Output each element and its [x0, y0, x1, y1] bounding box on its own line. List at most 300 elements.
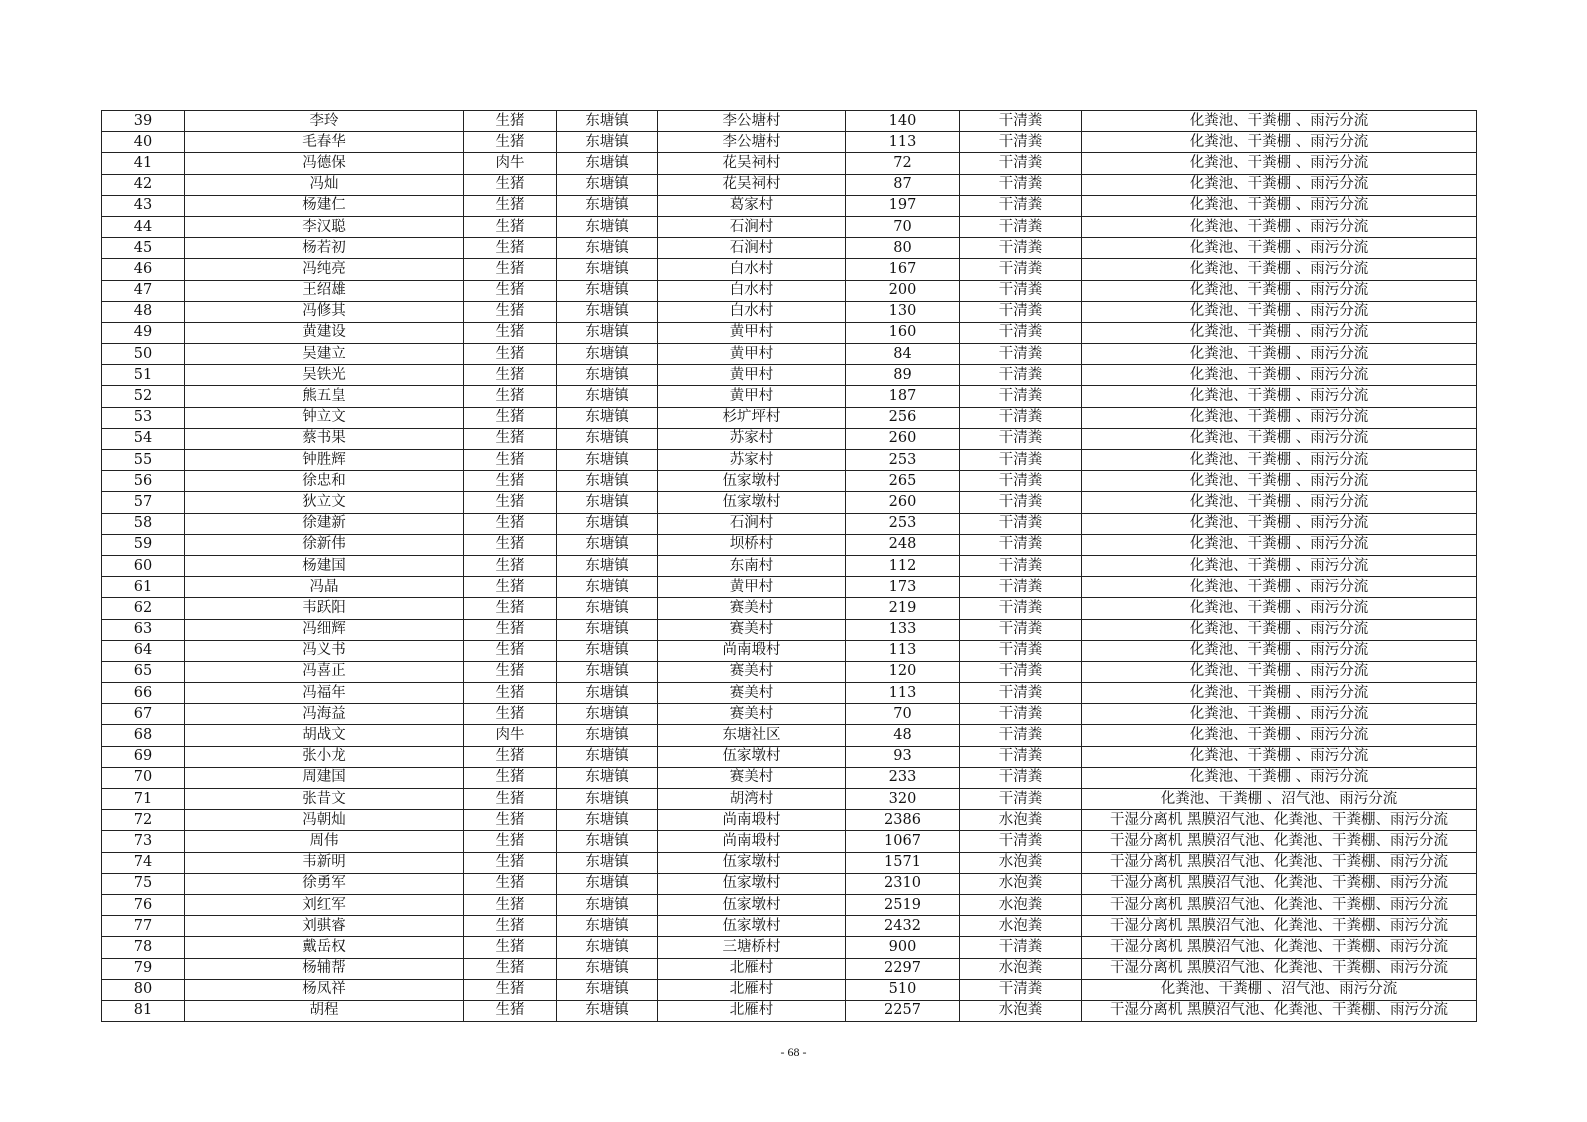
cell-owner-name: 徐忠和	[185, 471, 464, 492]
cell-treatment-facilities: 干湿分离机 黑膜沼气池、化粪池、干粪棚、雨污分流	[1082, 1000, 1477, 1021]
cell-index: 39	[102, 111, 185, 132]
cell-manure-method: 水泡粪	[960, 873, 1082, 894]
cell-livestock-type: 生猪	[464, 513, 557, 534]
cell-index: 72	[102, 810, 185, 831]
cell-index: 41	[102, 153, 185, 174]
cell-index: 79	[102, 958, 185, 979]
cell-index: 60	[102, 555, 185, 576]
cell-index: 53	[102, 407, 185, 428]
cell-owner-name: 杨建国	[185, 555, 464, 576]
table-body	[102, 111, 1477, 1022]
cell-village: 北雁村	[658, 979, 846, 1000]
table-row	[102, 598, 1477, 619]
cell-headcount: 233	[846, 767, 960, 788]
cell-owner-name: 周建国	[185, 767, 464, 788]
table-row	[102, 534, 1477, 555]
cell-livestock-type: 生猪	[464, 322, 557, 343]
cell-headcount: 219	[846, 598, 960, 619]
table-row	[102, 322, 1477, 343]
cell-town: 东塘镇	[557, 492, 658, 513]
cell-treatment-facilities: 化粪池、干粪棚 、雨污分流	[1082, 195, 1477, 216]
cell-town: 东塘镇	[557, 471, 658, 492]
cell-manure-method: 水泡粪	[960, 958, 1082, 979]
cell-village: 苏家村	[658, 450, 846, 471]
cell-index: 49	[102, 322, 185, 343]
cell-livestock-type: 生猪	[464, 958, 557, 979]
cell-manure-method: 干清粪	[960, 195, 1082, 216]
cell-headcount: 113	[846, 132, 960, 153]
cell-treatment-facilities: 化粪池、干粪棚 、雨污分流	[1082, 428, 1477, 449]
table-row	[102, 280, 1477, 301]
table-row	[102, 174, 1477, 195]
cell-manure-method: 干清粪	[960, 280, 1082, 301]
cell-index: 75	[102, 873, 185, 894]
cell-livestock-type: 生猪	[464, 238, 557, 259]
cell-treatment-facilities: 化粪池、干粪棚 、沼气池、雨污分流	[1082, 789, 1477, 810]
cell-treatment-facilities: 化粪池、干粪棚 、雨污分流	[1082, 365, 1477, 386]
table-row	[102, 513, 1477, 534]
cell-owner-name: 钟胜辉	[185, 450, 464, 471]
cell-manure-method: 干清粪	[960, 216, 1082, 237]
cell-owner-name: 熊五皇	[185, 386, 464, 407]
cell-manure-method: 干清粪	[960, 640, 1082, 661]
cell-headcount: 1571	[846, 852, 960, 873]
cell-headcount: 2432	[846, 916, 960, 937]
cell-headcount: 173	[846, 577, 960, 598]
cell-treatment-facilities: 化粪池、干粪棚 、雨污分流	[1082, 407, 1477, 428]
table-row	[102, 492, 1477, 513]
table-row	[102, 132, 1477, 153]
cell-owner-name: 冯德保	[185, 153, 464, 174]
cell-manure-method: 干清粪	[960, 365, 1082, 386]
cell-town: 东塘镇	[557, 216, 658, 237]
cell-manure-method: 干清粪	[960, 661, 1082, 682]
cell-village: 白水村	[658, 259, 846, 280]
cell-owner-name: 冯细辉	[185, 619, 464, 640]
cell-town: 东塘镇	[557, 386, 658, 407]
cell-index: 80	[102, 979, 185, 1000]
cell-treatment-facilities: 化粪池、干粪棚 、雨污分流	[1082, 577, 1477, 598]
cell-treatment-facilities: 化粪池、干粪棚 、雨污分流	[1082, 598, 1477, 619]
cell-index: 63	[102, 619, 185, 640]
cell-owner-name: 冯喜正	[185, 661, 464, 682]
cell-livestock-type: 生猪	[464, 937, 557, 958]
cell-headcount: 72	[846, 153, 960, 174]
cell-manure-method: 干清粪	[960, 153, 1082, 174]
cell-village: 三塘桥村	[658, 937, 846, 958]
cell-livestock-type: 生猪	[464, 577, 557, 598]
cell-livestock-type: 生猪	[464, 916, 557, 937]
cell-livestock-type: 生猪	[464, 831, 557, 852]
cell-treatment-facilities: 化粪池、干粪棚 、雨污分流	[1082, 746, 1477, 767]
cell-index: 43	[102, 195, 185, 216]
cell-manure-method: 干清粪	[960, 301, 1082, 322]
cell-manure-method: 水泡粪	[960, 916, 1082, 937]
cell-headcount: 93	[846, 746, 960, 767]
cell-owner-name: 冯晶	[185, 577, 464, 598]
cell-headcount: 133	[846, 619, 960, 640]
cell-treatment-facilities: 化粪池、干粪棚 、雨污分流	[1082, 344, 1477, 365]
cell-town: 东塘镇	[557, 577, 658, 598]
cell-town: 东塘镇	[557, 513, 658, 534]
cell-manure-method: 干清粪	[960, 789, 1082, 810]
cell-treatment-facilities: 干湿分离机 黑膜沼气池、化粪池、干粪棚、雨污分流	[1082, 831, 1477, 852]
cell-village: 黄甲村	[658, 386, 846, 407]
table-row	[102, 894, 1477, 915]
cell-town: 东塘镇	[557, 534, 658, 555]
cell-owner-name: 刘红军	[185, 894, 464, 915]
cell-index: 70	[102, 767, 185, 788]
table-row	[102, 831, 1477, 852]
cell-treatment-facilities: 化粪池、干粪棚 、雨污分流	[1082, 534, 1477, 555]
cell-village: 伍家墩村	[658, 894, 846, 915]
cell-town: 东塘镇	[557, 979, 658, 1000]
cell-manure-method: 干清粪	[960, 492, 1082, 513]
table-row	[102, 1000, 1477, 1021]
cell-village: 葛家村	[658, 195, 846, 216]
cell-treatment-facilities: 化粪池、干粪棚 、雨污分流	[1082, 555, 1477, 576]
cell-index: 52	[102, 386, 185, 407]
cell-index: 59	[102, 534, 185, 555]
cell-livestock-type: 生猪	[464, 1000, 557, 1021]
cell-livestock-type: 生猪	[464, 195, 557, 216]
cell-manure-method: 干清粪	[960, 132, 1082, 153]
table-row	[102, 450, 1477, 471]
cell-manure-method: 干清粪	[960, 513, 1082, 534]
cell-village: 东塘社区	[658, 725, 846, 746]
cell-manure-method: 干清粪	[960, 450, 1082, 471]
cell-manure-method: 干清粪	[960, 767, 1082, 788]
cell-village: 赛美村	[658, 767, 846, 788]
cell-town: 东塘镇	[557, 450, 658, 471]
cell-owner-name: 冯纯亮	[185, 259, 464, 280]
cell-owner-name: 胡战文	[185, 725, 464, 746]
cell-headcount: 140	[846, 111, 960, 132]
cell-livestock-type: 生猪	[464, 216, 557, 237]
cell-owner-name: 胡程	[185, 1000, 464, 1021]
cell-owner-name: 蔡书果	[185, 428, 464, 449]
cell-headcount: 200	[846, 280, 960, 301]
cell-treatment-facilities: 化粪池、干粪棚 、雨污分流	[1082, 492, 1477, 513]
cell-village: 赛美村	[658, 661, 846, 682]
cell-index: 51	[102, 365, 185, 386]
table-row	[102, 428, 1477, 449]
cell-headcount: 260	[846, 428, 960, 449]
table-row	[102, 767, 1477, 788]
cell-owner-name: 张小龙	[185, 746, 464, 767]
cell-treatment-facilities: 化粪池、干粪棚 、雨污分流	[1082, 386, 1477, 407]
cell-index: 76	[102, 894, 185, 915]
cell-village: 白水村	[658, 280, 846, 301]
cell-manure-method: 干清粪	[960, 555, 1082, 576]
cell-manure-method: 干清粪	[960, 174, 1082, 195]
cell-treatment-facilities: 干湿分离机 黑膜沼气池、化粪池、干粪棚、雨污分流	[1082, 852, 1477, 873]
cell-manure-method: 干清粪	[960, 238, 1082, 259]
cell-village: 李公塘村	[658, 132, 846, 153]
cell-owner-name: 徐新伟	[185, 534, 464, 555]
cell-treatment-facilities: 化粪池、干粪棚 、雨污分流	[1082, 471, 1477, 492]
cell-index: 67	[102, 704, 185, 725]
cell-treatment-facilities: 化粪池、干粪棚 、雨污分流	[1082, 301, 1477, 322]
cell-owner-name: 徐建新	[185, 513, 464, 534]
cell-headcount: 80	[846, 238, 960, 259]
cell-treatment-facilities: 化粪池、干粪棚 、雨污分流	[1082, 280, 1477, 301]
page-number: - 68 -	[780, 1045, 807, 1059]
cell-village: 黄甲村	[658, 365, 846, 386]
cell-headcount: 2297	[846, 958, 960, 979]
cell-village: 赛美村	[658, 704, 846, 725]
cell-manure-method: 干清粪	[960, 344, 1082, 365]
cell-town: 东塘镇	[557, 873, 658, 894]
cell-livestock-type: 生猪	[464, 132, 557, 153]
cell-owner-name: 周伟	[185, 831, 464, 852]
cell-headcount: 167	[846, 259, 960, 280]
cell-treatment-facilities: 化粪池、干粪棚 、雨污分流	[1082, 704, 1477, 725]
table-row	[102, 111, 1477, 132]
cell-manure-method: 干清粪	[960, 598, 1082, 619]
cell-headcount: 900	[846, 937, 960, 958]
cell-village: 黄甲村	[658, 344, 846, 365]
cell-town: 东塘镇	[557, 661, 658, 682]
cell-index: 81	[102, 1000, 185, 1021]
cell-index: 46	[102, 259, 185, 280]
cell-index: 40	[102, 132, 185, 153]
cell-treatment-facilities: 化粪池、干粪棚 、雨污分流	[1082, 259, 1477, 280]
cell-owner-name: 杨若初	[185, 238, 464, 259]
cell-livestock-type: 生猪	[464, 555, 557, 576]
table-row	[102, 683, 1477, 704]
cell-village: 北雁村	[658, 1000, 846, 1021]
table-row	[102, 238, 1477, 259]
cell-treatment-facilities: 化粪池、干粪棚 、雨污分流	[1082, 216, 1477, 237]
cell-village: 赛美村	[658, 683, 846, 704]
cell-manure-method: 干清粪	[960, 577, 1082, 598]
cell-treatment-facilities: 干湿分离机 黑膜沼气池、化粪池、干粪棚、雨污分流	[1082, 916, 1477, 937]
cell-headcount: 248	[846, 534, 960, 555]
cell-livestock-type: 生猪	[464, 534, 557, 555]
cell-headcount: 2257	[846, 1000, 960, 1021]
cell-owner-name: 杨建仁	[185, 195, 464, 216]
cell-index: 65	[102, 661, 185, 682]
cell-town: 东塘镇	[557, 1000, 658, 1021]
cell-index: 78	[102, 937, 185, 958]
cell-owner-name: 刘骐睿	[185, 916, 464, 937]
livestock-farm-table	[101, 110, 1477, 1022]
cell-treatment-facilities: 干湿分离机 黑膜沼气池、化粪池、干粪棚、雨污分流	[1082, 894, 1477, 915]
cell-owner-name: 吴铁光	[185, 365, 464, 386]
cell-village: 坝桥村	[658, 534, 846, 555]
cell-village: 石涧村	[658, 238, 846, 259]
cell-livestock-type: 生猪	[464, 789, 557, 810]
cell-town: 东塘镇	[557, 407, 658, 428]
cell-village: 石涧村	[658, 216, 846, 237]
cell-headcount: 256	[846, 407, 960, 428]
cell-town: 东塘镇	[557, 958, 658, 979]
cell-village: 苏家村	[658, 428, 846, 449]
cell-treatment-facilities: 化粪池、干粪棚 、雨污分流	[1082, 683, 1477, 704]
table-row	[102, 873, 1477, 894]
cell-headcount: 253	[846, 450, 960, 471]
cell-index: 56	[102, 471, 185, 492]
cell-town: 东塘镇	[557, 598, 658, 619]
cell-index: 62	[102, 598, 185, 619]
table-row	[102, 577, 1477, 598]
cell-town: 东塘镇	[557, 916, 658, 937]
cell-livestock-type: 生猪	[464, 683, 557, 704]
cell-owner-name: 黄建设	[185, 322, 464, 343]
cell-village: 石涧村	[658, 513, 846, 534]
cell-treatment-facilities: 化粪池、干粪棚 、雨污分流	[1082, 153, 1477, 174]
cell-treatment-facilities: 化粪池、干粪棚 、雨污分流	[1082, 238, 1477, 259]
cell-headcount: 187	[846, 386, 960, 407]
cell-treatment-facilities: 干湿分离机 黑膜沼气池、化粪池、干粪棚、雨污分流	[1082, 937, 1477, 958]
cell-headcount: 160	[846, 322, 960, 343]
cell-manure-method: 干清粪	[960, 111, 1082, 132]
cell-headcount: 197	[846, 195, 960, 216]
cell-village: 伍家墩村	[658, 852, 846, 873]
cell-manure-method: 干清粪	[960, 831, 1082, 852]
cell-treatment-facilities: 化粪池、干粪棚 、雨污分流	[1082, 513, 1477, 534]
cell-owner-name: 徐勇军	[185, 873, 464, 894]
cell-village: 尚南塅村	[658, 640, 846, 661]
cell-livestock-type: 生猪	[464, 704, 557, 725]
cell-treatment-facilities: 化粪池、干粪棚 、雨污分流	[1082, 661, 1477, 682]
cell-headcount: 113	[846, 640, 960, 661]
cell-livestock-type: 生猪	[464, 407, 557, 428]
cell-index: 42	[102, 174, 185, 195]
cell-index: 68	[102, 725, 185, 746]
table-row	[102, 195, 1477, 216]
cell-livestock-type: 生猪	[464, 280, 557, 301]
cell-livestock-type: 生猪	[464, 365, 557, 386]
cell-manure-method: 干清粪	[960, 619, 1082, 640]
cell-livestock-type: 生猪	[464, 767, 557, 788]
cell-village: 白水村	[658, 301, 846, 322]
cell-manure-method: 干清粪	[960, 704, 1082, 725]
cell-owner-name: 冯海益	[185, 704, 464, 725]
cell-village: 胡湾村	[658, 789, 846, 810]
cell-index: 55	[102, 450, 185, 471]
cell-manure-method: 水泡粪	[960, 894, 1082, 915]
cell-index: 71	[102, 789, 185, 810]
cell-headcount: 253	[846, 513, 960, 534]
cell-owner-name: 张昔文	[185, 789, 464, 810]
table-row	[102, 661, 1477, 682]
table-row	[102, 979, 1477, 1000]
cell-manure-method: 水泡粪	[960, 852, 1082, 873]
cell-treatment-facilities: 化粪池、干粪棚 、雨污分流	[1082, 640, 1477, 661]
cell-headcount: 2386	[846, 810, 960, 831]
cell-livestock-type: 生猪	[464, 810, 557, 831]
cell-town: 东塘镇	[557, 132, 658, 153]
cell-headcount: 2310	[846, 873, 960, 894]
cell-town: 东塘镇	[557, 704, 658, 725]
cell-town: 东塘镇	[557, 831, 658, 852]
table-row	[102, 916, 1477, 937]
cell-livestock-type: 生猪	[464, 492, 557, 513]
cell-headcount: 1067	[846, 831, 960, 852]
cell-manure-method: 水泡粪	[960, 1000, 1082, 1021]
cell-index: 64	[102, 640, 185, 661]
cell-manure-method: 干清粪	[960, 534, 1082, 555]
cell-treatment-facilities: 干湿分离机 黑膜沼气池、化粪池、干粪棚、雨污分流	[1082, 873, 1477, 894]
cell-village: 伍家墩村	[658, 471, 846, 492]
cell-town: 东塘镇	[557, 852, 658, 873]
cell-owner-name: 冯朝灿	[185, 810, 464, 831]
cell-headcount: 84	[846, 344, 960, 365]
cell-town: 东塘镇	[557, 365, 658, 386]
cell-town: 东塘镇	[557, 344, 658, 365]
table-row	[102, 958, 1477, 979]
table-row	[102, 810, 1477, 831]
cell-manure-method: 干清粪	[960, 725, 1082, 746]
cell-headcount: 510	[846, 979, 960, 1000]
cell-livestock-type: 生猪	[464, 661, 557, 682]
cell-owner-name: 戴岳权	[185, 937, 464, 958]
cell-index: 50	[102, 344, 185, 365]
cell-town: 东塘镇	[557, 322, 658, 343]
cell-headcount: 87	[846, 174, 960, 195]
cell-manure-method: 干清粪	[960, 471, 1082, 492]
table-row	[102, 259, 1477, 280]
cell-livestock-type: 生猪	[464, 746, 557, 767]
cell-town: 东塘镇	[557, 301, 658, 322]
table-row	[102, 937, 1477, 958]
cell-livestock-type: 生猪	[464, 619, 557, 640]
cell-livestock-type: 生猪	[464, 873, 557, 894]
cell-manure-method: 干清粪	[960, 259, 1082, 280]
cell-livestock-type: 生猪	[464, 471, 557, 492]
cell-index: 66	[102, 683, 185, 704]
cell-livestock-type: 生猪	[464, 386, 557, 407]
cell-treatment-facilities: 干湿分离机 黑膜沼气池、化粪池、干粪棚、雨污分流	[1082, 810, 1477, 831]
cell-headcount: 70	[846, 704, 960, 725]
cell-village: 黄甲村	[658, 577, 846, 598]
table-row	[102, 704, 1477, 725]
cell-town: 东塘镇	[557, 153, 658, 174]
cell-headcount: 260	[846, 492, 960, 513]
table-row	[102, 789, 1477, 810]
cell-town: 东塘镇	[557, 746, 658, 767]
cell-livestock-type: 生猪	[464, 259, 557, 280]
cell-headcount: 320	[846, 789, 960, 810]
cell-town: 东塘镇	[557, 894, 658, 915]
cell-treatment-facilities: 化粪池、干粪棚 、雨污分流	[1082, 132, 1477, 153]
cell-town: 东塘镇	[557, 640, 658, 661]
cell-headcount: 130	[846, 301, 960, 322]
table-row	[102, 365, 1477, 386]
cell-manure-method: 干清粪	[960, 428, 1082, 449]
cell-town: 东塘镇	[557, 810, 658, 831]
cell-manure-method: 干清粪	[960, 746, 1082, 767]
cell-treatment-facilities: 化粪池、干粪棚 、雨污分流	[1082, 450, 1477, 471]
cell-owner-name: 冯义书	[185, 640, 464, 661]
cell-index: 61	[102, 577, 185, 598]
cell-livestock-type: 生猪	[464, 640, 557, 661]
cell-owner-name: 韦跃阳	[185, 598, 464, 619]
cell-village: 尚南塅村	[658, 810, 846, 831]
table-row	[102, 471, 1477, 492]
cell-owner-name: 韦新明	[185, 852, 464, 873]
cell-owner-name: 杨凤祥	[185, 979, 464, 1000]
cell-treatment-facilities: 化粪池、干粪棚 、雨污分流	[1082, 767, 1477, 788]
table-row	[102, 555, 1477, 576]
cell-treatment-facilities: 化粪池、干粪棚 、雨污分流	[1082, 619, 1477, 640]
cell-village: 伍家墩村	[658, 492, 846, 513]
cell-treatment-facilities: 化粪池、干粪棚 、雨污分流	[1082, 174, 1477, 195]
cell-livestock-type: 生猪	[464, 894, 557, 915]
table-row	[102, 725, 1477, 746]
